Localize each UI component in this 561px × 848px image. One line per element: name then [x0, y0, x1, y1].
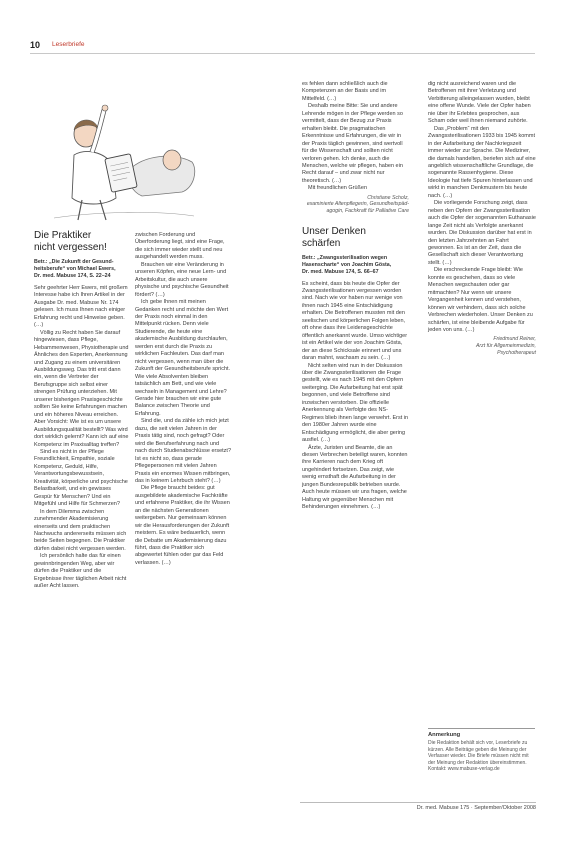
paragraph: Die erschreckende Frage bleibt: Wie konnte es geschehen, dass so viele Menschen wegschauten oder gar mitmachten? Nur wenn wir unsere Vergangenheit kennen und verstehen, können wir verhindern, dass sich solche Verbrechen wiederholen. Unser Denken zu schärfen, ist eine bleibende Aufgabe für jeden von uns. (…): [428, 267, 533, 333]
page-header: [30, 40, 190, 54]
article2-header: [302, 226, 409, 276]
paragraph: Sind es nicht in der Pflege Freundlichkeit, Empathie, soziale Kompetenz, Geduld, Hilfe, Verantwortungsbewusstsein, Kreativität, körperliche und psychische Belastbarkeit, und ein gewisses Gespür für Menschen? Und ein Mitgefühl und Hilfe für Schmerzen?: [34, 448, 128, 508]
paragraph: Ich gebe Ihnen mit meinen Gedanken recht und möchte den Wert der Praxis noch einmal in den Mittelpunkt rücken. Denn viele Studierende, die heute eine akademische Ausbildung durchlaufen, werden erst durch die Praxis zu wirklichen Fachleuten. Das darf man nicht vergessen, wenn man über die Zukunft der Gesundheitsberufe spricht. Wie viele Absolventen bleiben tatsächlich am Bett, und wie viele wechseln in Management und Lehre? Gerade hier brauchen wir eine gute Balance zwischen Theorie und Erfahrung.: [135, 299, 231, 417]
article1-column-2: [135, 232, 232, 567]
paragraph: Brauchen wir eine Veränderung in unseren Köpfen, eine neue Lern- und Arbeitskultur, die auch unsere physische und psychische Gesundheit fördert? (…): [135, 261, 229, 298]
footer-rule: [300, 802, 536, 803]
patient-head: [163, 150, 181, 170]
article2-title: Unser Denken schärfen: [302, 225, 366, 249]
paragraph: Ich persönlich halte das für einen gewinnbringenden Weg, aber wir dürfen die Praktiker und die Ergebnisse ihrer täglichen Arbeit nicht außer Acht lassen.: [34, 553, 127, 590]
doctor-hand: [102, 105, 108, 111]
paragraph: In dem Dilemma zwischen zunehmender Akademisierung einerseits und dem praktischen Nachwuchs andererseits müssen sich beide Seiten begegnen. Die Praktiker dürfen dabei nicht vergessen werden.: [34, 508, 127, 552]
pillow-shape: [128, 156, 195, 196]
page-number: 10: [30, 40, 41, 50]
paragraph: Das „Problem“ mit den Zwangssterilisationen 1933 bis 1945 kommt in der Aufarbeitung der Nachkriegszeit immer wieder zur Sprache. Die Mediziner, die damals handelten, beriefen sich auf eine angeblich wissenschaftliche Grundlage, die sogenannte Rassenhygiene. Diese Ideologie hat tiefe Spuren hinterlassen und wirkt in manchen Denkmustern bis heute nach. (…): [428, 125, 536, 199]
article2-signature: Friedmund Reiner, Arzt für Allgemeinmedizin, Psychotherapeut: [475, 336, 536, 356]
paragraph: Völlig zu Recht haben Sie darauf hingewiesen, dass Pflege, Hebammenwesen, Physiotherapie und Ähnliches den Experten, Anerkennung und Zugang zu einem universitären Ausbildungsweg. Das tritt erst dann ein, wenn die Vertreter der Berufsgruppe sich selbst einer strengen Prüfung unterziehen. Mit unserer bisherigen Praxisgeschichte sollten Sie keine Erfahrungen machen und ein höheres Niveau erreichen. Aber Vorsicht: Wie ist es um unsere Ausbildungsqualität bestellt? Was wird dort wirklich gelernt? Kann ich auf eine Kompetenz im Praxisalltag treffen?: [34, 329, 129, 448]
article1-title: Die Praktiker nicht vergessen!: [34, 230, 107, 253]
paragraph: Ärzte, Juristen und Beamte, die an diesen Verbrechen beteiligt waren, konnten ihre Karrieren nach dem Krieg oft ungehindert fortsetzen. Das zeigt, wie wenig ernsthaft die Aufarbeitung in der jungen Bundesrepublik betrieben wurde. Auch heute müssen wir uns fragen, welche Haltung wir gegenüber Menschen mit Behinderungen einnehmen. (…): [302, 444, 408, 511]
article2-column-4: [428, 81, 536, 356]
article1-column-1: [34, 230, 129, 591]
paragraph: zwischen Forderung und Überforderung liegt, sind eine Frage, die sich immer wieder stellt und neu ausgehandelt werden muss.: [135, 232, 225, 261]
paragraph: Es scheint, dass bis heute die Opfer der Zwangssterilisationen vergessen worden sind. Nach wie vor haben nur wenige von ihnen nach 1945 eine Entschädigung erhalten. Die Betroffenen mussten mit den seelischen und körperlichen Folgen leben, oft ohne dass ihre Leidensgeschichte öffentlich anerkannt wurde. Umso wichtiger ist ein Artikel wie der von Joachim Gösta, der an diese Schicksale erinnert und uns daran mahnt, wachsam zu sein. (…): [302, 280, 408, 362]
paragraph: Sind die, und da zähle ich mich jetzt dazu, die seit vielen Jahren in der Praxis tätig sind, noch gefragt? Oder wird die Berufserfahrung nach und nach durch Studienabschlüsse ersetzt? Ist es nicht so, dass gerade Pflegepersonen mit vielen Jahren Praxis ein enormes Wissen mitbringen, das in keinem Lehrbuch steht? (…): [135, 418, 232, 484]
page-footer: Dr. med. Mabuse 175 · September/Oktober 2008: [416, 805, 536, 811]
section-label: Leserbriefe: [52, 41, 85, 48]
note-text: Die Redaktion behält sich vor, Leserbriefe zu kürzen. Alle Beiträge geben die Meinung der Verfasser wieder. Die Briefe müssen nicht mit der Meinung der Redaktion übereinstimmen. Kontakt: www.mabuse-verlag.de: [428, 740, 529, 772]
paragraph: es fehlen dann schließlich auch die Kompetenzen an der Basis und im Mittelfeld. (…): [302, 81, 388, 102]
note-heading: Anmerkung: [428, 732, 461, 738]
note-box: [428, 728, 535, 781]
paragraph: Nicht selten wird nun in der Diskussion über die Zwangssterilisationen die Frage gestellt, wie es nach 1945 mit den Opfern weiterging. Die Aufarbeitung hat erst spät begonnen, und viele Betroffene sind inzwischen verstorben. Die offizielle Anerkennung als Verfolgte des NS-Regimes blieb ihnen lange verwehrt. Erst in den 1980er Jahren wurde eine Entschädigung ermöglicht, die aber gering ausfiel. (…): [302, 362, 409, 444]
article1-signature: Christiane Scholz, examinierte Altenpflegerin, Gesundheitspäd- agogin, Fachkraft für Palliative Care: [306, 194, 409, 214]
paragraph: dig nicht ausreichend waren und die Betroffenen mit ihrer Verletzung und Verbitterung alleingelassen wurden, bleibt eine offene Wunde. Viele der Opfer haben nie über ihr Erlebtes gesprochen, aus Scham oder weil ihnen niemand zuhörte.: [428, 81, 531, 125]
header-rule: [30, 53, 535, 54]
paragraph: Sehr geehrter Herr Ewers, mit großem Interesse habe ich Ihren Artikel in der Ausgabe Dr. med. Mabuse Nr. 174 gelesen. Ich muss Ihnen nach einiger Erfahrung recht und Hinweise geben. (…): [34, 285, 128, 329]
column-3: [302, 81, 409, 512]
paragraph: Die Pflege braucht beides: gut ausgebildete akademische Fachkräfte und erfahrene Praktiker, die ihr Wissen an die nächsten Generationen weitergeben. Nur gemeinsam können wir die Herausforderungen der Zukunft meistern. Es wäre bedauerlich, wenn die Debatte um Akademisierung dazu führt, dass die Praktiker sich abgewertet fühlen oder gar das Feld verlassen. (…): [135, 485, 230, 566]
paragraph: Mit freundlichen Grüßen: [308, 185, 367, 192]
paragraph: Die vorliegende Forschung zeigt, dass neben den Opfern der Zwangssterilisation auch die Opfer der sogenannten Euthanasie lange Zeit nicht als Verfolgte anerkannt wurden. Die Diskussion darüber hat erst in den letzten Jahrzehnten an Fahrt gewonnen. Es ist an der Zeit, dass die Gesellschaft sich dieser Verantwortung stellt. (…): [428, 200, 536, 266]
sheet-lines: [54, 212, 194, 218]
article1-reference: Betr.: „Die Zukunft der Gesund- heitsberufe“ von Michael Ewers, Dr. med. Mabuse 174, S. 22–24: [34, 259, 116, 279]
article2-reference: Betr.: „Zwangssterilisation wegen Hasenscharte“ von Joachim Gösta, Dr. med. Mabuse 174, S. 66–67: [302, 254, 392, 275]
paragraph: Deshalb meine Bitte: Sie und andere Lehrende mögen in der Pflege werden so vermittelt, dass der Bezug zur Praxis erhalten bleibt. Die pragmatischen Erkenntnisse und Erfahrungen, die wir in der Praxis täglich gewinnen, sind wertvoll für die Wissenschaft und sollten nicht verloren gehen. Ich denke, auch die Menschen, welche wir pflegen, haben ein Recht darauf – und zwar nicht nur theoretisch. (…): [302, 103, 403, 184]
doctor-reading-chart-illustration: [34, 100, 199, 225]
